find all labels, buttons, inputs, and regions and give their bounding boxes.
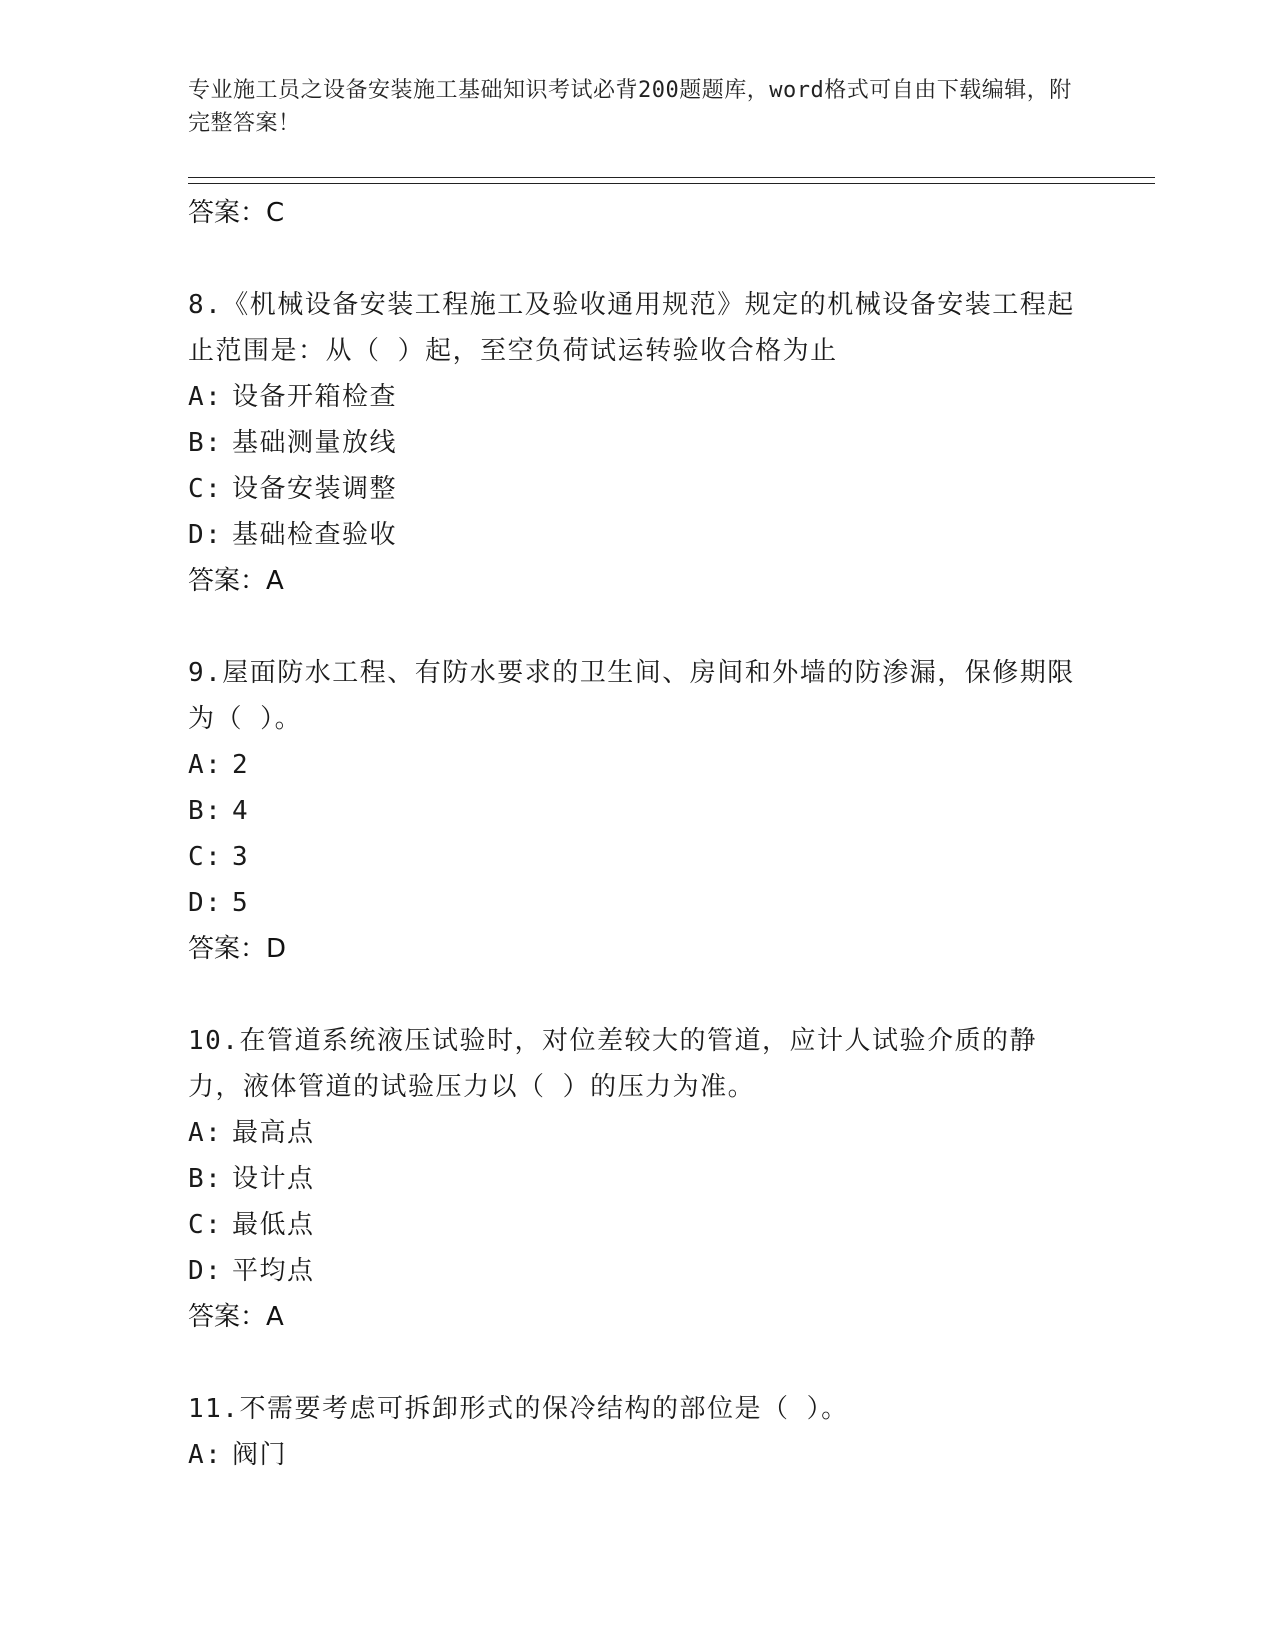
option-text: 最低点: [232, 1210, 315, 1240]
option-label: B:: [188, 428, 223, 458]
option-item: [188, 374, 1088, 420]
option-text: 3: [232, 842, 250, 872]
option-label: A:: [188, 1440, 223, 1470]
option-item: [188, 466, 1088, 512]
option-item: [188, 512, 1088, 558]
option-item: [188, 834, 1088, 880]
option-label: D:: [188, 888, 223, 918]
option-label: C:: [188, 474, 223, 504]
option-text: 设备开箱检查: [232, 382, 398, 412]
option-text: 5: [232, 888, 250, 918]
option-label: B:: [188, 1164, 223, 1194]
option-item: [188, 1156, 1088, 1202]
option-item: [188, 1202, 1088, 1248]
header-divider-top: [188, 177, 1155, 178]
option-text: 2: [232, 750, 250, 780]
answer-line: 答案：A: [188, 1302, 284, 1332]
answer-line: 答案：C: [188, 198, 285, 228]
answer-line: 答案：D: [188, 934, 287, 964]
option-label: C:: [188, 842, 223, 872]
option-item: [188, 1248, 1088, 1294]
option-text: 设备安装调整: [232, 474, 398, 504]
option-text: 平均点: [232, 1256, 315, 1286]
option-text: 基础测量放线: [232, 428, 398, 458]
option-label: A:: [188, 382, 223, 412]
question-text: 8.《机械设备安装工程施工及验收通用规范》规定的机械设备安装工程起止范围是：从（ ）起，至空负荷试运转验收合格为止: [188, 290, 1075, 366]
question-text: 9.屋面防水工程、有防水要求的卫生间、房间和外墙的防渗漏，保修期限为（ ）。: [188, 658, 1075, 734]
option-label: A:: [188, 1118, 223, 1148]
option-label: A:: [188, 750, 223, 780]
option-text: 4: [232, 796, 250, 826]
option-text: 基础检查验收: [232, 520, 398, 550]
question-text: 10.在管道系统液压试验时，对位差较大的管道，应计人试验介质的静力，液体管道的试验压力以（ ）的压力为准。: [188, 1026, 1037, 1102]
option-label: D:: [188, 1256, 223, 1286]
header-divider-bottom: [188, 183, 1155, 184]
option-label: C:: [188, 1210, 223, 1240]
option-text: 阀门: [232, 1440, 288, 1470]
option-label: D:: [188, 520, 223, 550]
option-text: 设计点: [232, 1164, 315, 1194]
option-item: [188, 1432, 1088, 1478]
option-label: B:: [188, 796, 223, 826]
document-body: [188, 190, 1088, 1478]
option-item: [188, 880, 1088, 926]
question-text: 11.不需要考虑可拆卸形式的保冷结构的部位是（ ）。: [188, 1394, 849, 1424]
option-item: [188, 788, 1088, 834]
option-item: [188, 420, 1088, 466]
option-item: [188, 742, 1088, 788]
answer-line: 答案：A: [188, 566, 284, 596]
option-text: 最高点: [232, 1118, 315, 1148]
option-item: [188, 1110, 1088, 1156]
document-header: 专业施工员之设备安装施工基础知识考试必背200题题库，word格式可自由下载编辑，附完整答案！: [188, 78, 1072, 136]
